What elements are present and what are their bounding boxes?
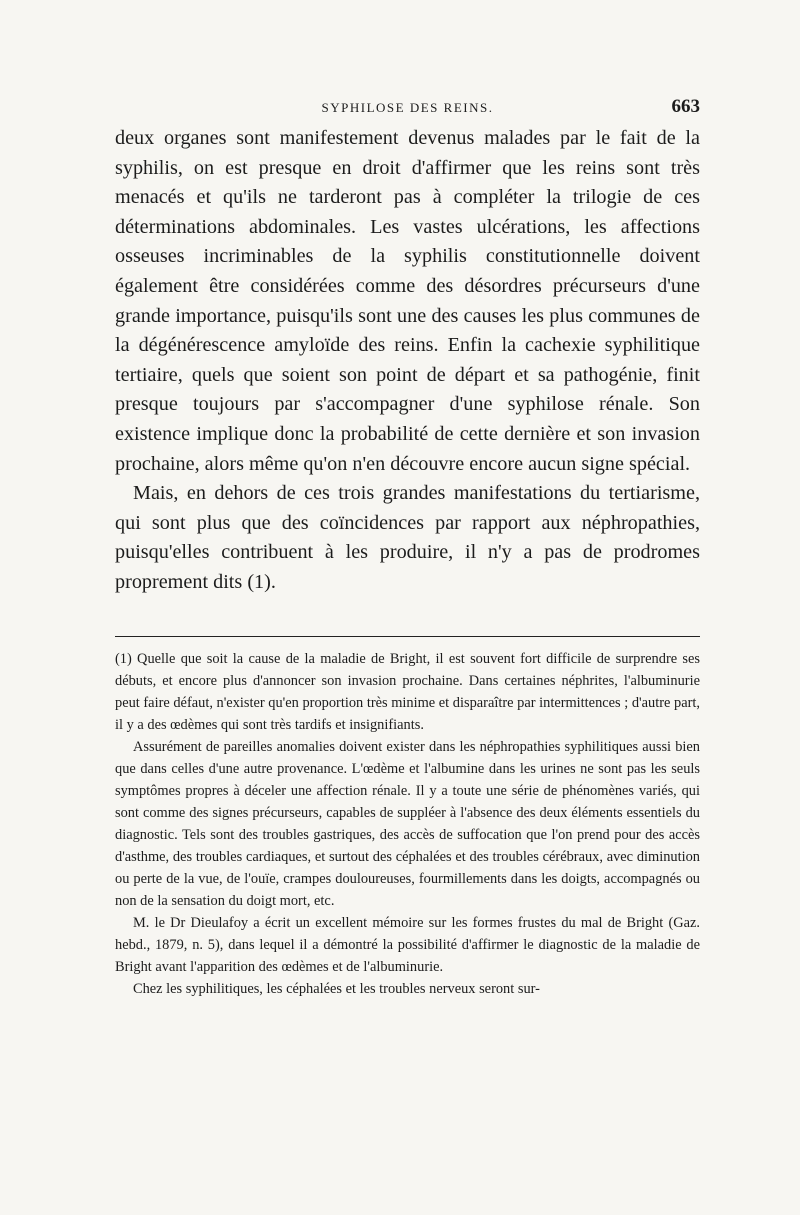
main-text bbox=[115, 124, 700, 598]
footnote-separator bbox=[115, 636, 700, 637]
running-head: SYPHILOSE DES REINS. bbox=[321, 100, 494, 115]
footnotes bbox=[115, 648, 700, 1000]
footnote-paragraph: (1) Quelle que soit la cause de la maladie de Bright, il est souvent fort difficile de surprendre ses débuts, et encore plus d'annoncer son invasion prochaine. Dans certaines néphrites, l'albuminurie peut faire défaut, n'exister qu'en proportion très minime et disparaître par intermittences ; d'autre part, il y a des œdèmes qui sont très tardifs et insignifiants. bbox=[115, 651, 700, 733]
footnote-paragraph: M. le Dr Dieulafoy a écrit un excellent mémoire sur les formes frustes du mal de Bright (Gaz. hebd., 1879, n. 5), dans lequel il a démontré la possibilité d'affirmer le diagnostic de la maladie de Bright avant l'apparition des œdèmes et de l'albuminurie. bbox=[115, 915, 700, 975]
body-paragraph: Mais, en dehors de ces trois grandes manifestations du tertiarisme, qui sont plus que des coïncidences par rapport aux néphropathies, puisqu'elles contribuent à les produire, il n'y a pas de prodromes proprement dits (1). bbox=[115, 482, 700, 593]
page-header bbox=[115, 96, 700, 120]
footnote-paragraph: Chez les syphilitiques, les céphalées et les troubles nerveux seront sur- bbox=[133, 981, 540, 997]
page-number: 663 bbox=[671, 96, 700, 117]
body-paragraph: deux organes sont manifestement devenus malades par le fait de la syphilis, on est presque en droit d'affirmer que les reins sont très menacés et qu'ils ne tarderont pas à compléter la trilogie de ces déterminations abdominales. Les vastes ulcérations, les affections osseuses incriminables de la syphilis constitutionnelle doivent également être considérées comme des désordres précurseurs d'une grande importance, puisqu'ils sont une des causes les plus communes de la dégénérescence amyloïde des reins. Enfin la cachexie syphilitique tertiaire, quels que soient son point de départ et sa pathogénie, finit presque toujours par s'accompagner d'une syphilose rénale. Son existence implique donc la probabilité de cette dernière et son invasion prochaine, alors même qu'on n'en découvre encore aucun signe spécial. bbox=[115, 127, 700, 475]
footnote-paragraph: Assurément de pareilles anomalies doivent exister dans les néphropathies syphilitiques aussi bien que dans celles d'une autre provenance. L'œdème et l'albumine dans les urines ne sont pas les seuls symptômes propres à déceler une affection rénale. Il y a toute une série de phénomènes variés, qui sont comme des signes précurseurs, capables de suppléer à l'absence des deux éléments essentiels du diagnostic. Tels sont des troubles gastriques, des accès de suffocation que l'on prend pour des accès d'asthme, des troubles cardiaques, et surtout des céphalées et des troubles cérébraux, avec diminution ou perte de la vue, de l'ouïe, crampes douloureuses, fourmillements dans les doigts, accompagnés ou non de la sensation du doigt mort, etc. bbox=[115, 739, 700, 909]
